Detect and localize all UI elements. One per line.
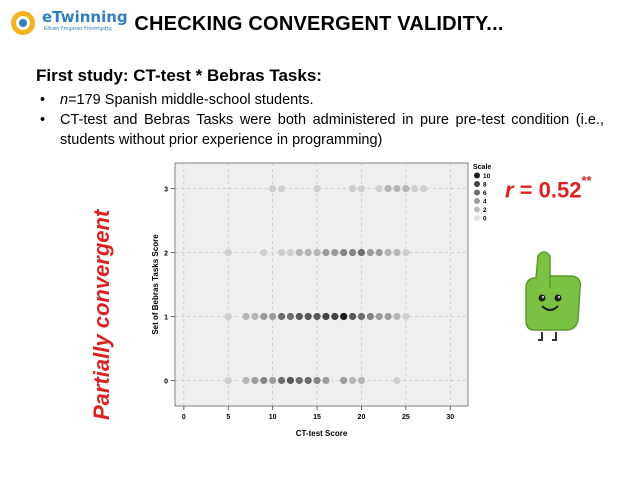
data-point: [313, 377, 320, 384]
legend-entry: 6: [483, 190, 487, 197]
x-axis-label: CT-test Score: [295, 429, 348, 438]
data-point: [296, 313, 303, 320]
data-point: [269, 377, 276, 384]
x-tick-label: 30: [446, 414, 455, 421]
x-tick-label: 20: [357, 414, 366, 421]
legend-swatch: [474, 173, 480, 179]
data-point: [225, 249, 232, 256]
plot-area: [175, 163, 468, 406]
data-point: [305, 249, 312, 256]
logo-subtitle: Εθνική Υπηρεσία Υποστήριξης: [44, 26, 113, 32]
legend-swatch: [474, 207, 480, 213]
legend-entry: 2: [483, 207, 487, 214]
legend-title: Scale: [473, 164, 492, 171]
data-point: [411, 185, 418, 192]
y-tick-label: 1: [164, 314, 168, 322]
data-point: [358, 249, 365, 256]
data-point: [269, 313, 276, 320]
data-point: [349, 249, 356, 256]
sample-size-text: =179 Spanish middle-school students.: [68, 92, 314, 108]
data-point: [340, 377, 347, 384]
data-point: [278, 249, 285, 256]
correlation-number: = 0.52: [513, 177, 582, 203]
data-point: [313, 249, 320, 256]
data-point: [296, 249, 303, 256]
data-point: [322, 377, 329, 384]
data-point: [260, 377, 267, 384]
data-point: [376, 185, 383, 192]
y-tick-label: 3: [164, 186, 168, 194]
logo-name: eTwinning: [42, 8, 128, 26]
data-point: [278, 313, 285, 320]
n-symbol: n: [60, 92, 69, 108]
data-point: [322, 313, 329, 320]
y-tick-label: 0: [164, 378, 168, 386]
data-point: [287, 377, 294, 384]
legend-swatch: [474, 181, 480, 187]
data-point: [376, 249, 383, 256]
data-point: [322, 249, 329, 256]
slide-title: CHECKING CONVERGENT VALIDITY...: [134, 13, 504, 35]
data-point: [393, 249, 400, 256]
data-point: [367, 249, 374, 256]
data-point: [287, 249, 294, 256]
r-symbol: r: [505, 177, 514, 203]
legend-entry: 0: [483, 215, 487, 223]
legend-swatch: [474, 190, 480, 196]
data-point: [393, 185, 400, 192]
data-point: [340, 249, 347, 256]
data-point: [367, 313, 374, 320]
data-point: [349, 377, 356, 384]
data-point: [242, 313, 249, 320]
legend-swatch: [474, 198, 480, 204]
y-tick-label: 2: [164, 250, 168, 258]
slide-subtitle: First study: CT-test * Bebras Tasks:: [36, 66, 322, 85]
data-point: [225, 313, 232, 320]
data-point: [402, 185, 409, 192]
legend-entry: 10: [483, 173, 491, 180]
legend-entry: 8: [483, 181, 487, 189]
data-point: [296, 377, 303, 384]
data-point: [384, 185, 391, 192]
data-point: [376, 313, 383, 320]
data-point: [305, 313, 312, 320]
data-point: [260, 249, 267, 256]
data-point: [251, 313, 258, 320]
data-point: [358, 313, 365, 320]
bullet-condition: • CT-test and Bebras Tasks were both administered in pure pre-test condition (i.e., students without prior experience in programming): [40, 110, 604, 150]
data-point: [260, 313, 267, 320]
data-point: [402, 249, 409, 256]
data-point: [358, 185, 365, 192]
data-point: [313, 313, 320, 320]
data-point: [305, 377, 312, 384]
x-tick-label: 15: [313, 414, 321, 421]
legend-swatch: [474, 215, 480, 221]
data-point: [393, 377, 400, 384]
data-point: [225, 377, 232, 384]
data-point: [331, 313, 338, 320]
x-tick-label: 5: [226, 414, 231, 421]
data-point: [393, 313, 400, 320]
data-point: [278, 377, 285, 384]
data-point: [278, 185, 285, 192]
x-tick-label: 10: [268, 414, 277, 421]
legend-entry: 4: [483, 198, 487, 206]
x-tick-label: 0: [181, 414, 186, 421]
data-point: [287, 313, 294, 320]
data-point: [242, 377, 249, 384]
data-point: [331, 249, 338, 256]
data-point: [349, 313, 356, 320]
thumbs-up-icon: [520, 248, 590, 348]
data-point: [358, 377, 365, 384]
significance-stars: **: [581, 173, 592, 188]
data-point: [420, 185, 427, 192]
data-point: [313, 185, 320, 192]
data-point: [251, 377, 258, 384]
data-point: [349, 185, 356, 192]
y-axis-label: Set of Bebras Tasks Score: [151, 234, 160, 335]
data-point: [384, 249, 391, 256]
data-point: [269, 185, 276, 192]
x-tick-label: 25: [401, 414, 410, 421]
data-point: [402, 313, 409, 320]
data-point: [340, 313, 347, 320]
data-point: [384, 313, 391, 320]
partially-convergent-label: Partially convergent: [89, 209, 114, 420]
